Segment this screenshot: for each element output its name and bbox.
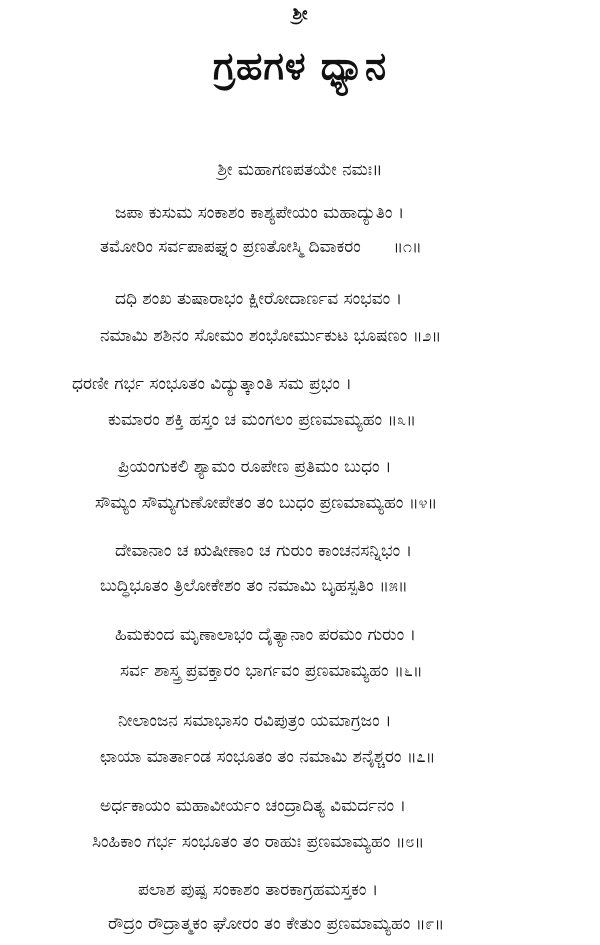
verse-3-number: ॥೩॥ xyxy=(387,410,416,429)
verse-1-line-1: ಜಪಾ ಕುಸುಮ ಸಂಕಾಶಂ ಕಾಶ್ಯಪೇಯಂ ಮಹಾದ್ಯುತಿಂ । xyxy=(115,203,405,223)
verse-7-number: ॥೭॥ xyxy=(406,747,436,766)
verse-4-text: ಸೌಮ್ಯಂ ಸೌಮ್ಯಗುಣೋಪೇತಂ ತಂ ಬುಧಂ ಪ್ರಣಮಾಮ್ಯಹಂ xyxy=(95,493,404,513)
verse-7-line-1: ನೀಲಾಂಜನ ಸಮಾಭಾಸಂ ರವಿಪುತ್ರಂ ಯಮಾಗ್ರಜಂ । xyxy=(118,711,392,731)
verse-1-number: ॥೧॥ xyxy=(393,237,422,256)
verse-1-line-2 xyxy=(100,236,422,258)
verse-6-number: ॥೬॥ xyxy=(394,661,423,680)
verse-3-text: ಕುಮಾರಂ ಶಕ್ತಿ ಹಸ್ತಂ ಚ ಮಂಗಲಂ ಪ್ರಣಮಾಮ್ಯಹಂ xyxy=(108,410,383,430)
verse-3-line-2 xyxy=(108,409,416,431)
verse-2-text: ನಮಾಮಿ ಶಶಿನಂ ಸೋಮಂ ಶಂಭೋರ್ಮುಕುಟ ಭೂಷಣಂ xyxy=(100,326,408,346)
verse-8-line-2 xyxy=(92,831,424,853)
verse-2-line-1: ದಧಿ ಶಂಖ ತುಷಾರಾಭಂ ಕ್ಷೀರೋದಾರ್ಣವ ಸಂಭವಂ । xyxy=(115,289,403,309)
verse-9-text: ರೌದ್ರಂ ರೌದ್ರಾತ್ಮಕಂ ಘೋರಂ ತಂ ಕೇತುಂ ಪ್ರಣಮಾಮ್ಯಹಂ xyxy=(108,914,411,934)
verse-6-text: ಸರ್ವ ಶಾಸ್ತ್ರ ಪ್ರವಕ್ತಾರಂ ಭಾರ್ಗವಂ ಪ್ರಣಮಾಮ್ಯಹಂ xyxy=(120,661,389,681)
verse-4-number: ॥೪॥ xyxy=(408,493,438,512)
verse-5-line-2 xyxy=(100,575,408,597)
verse-3-line-1: ಧರಣೀ ಗರ್ಭ ಸಂಭೂತಂ ವಿದ್ಯುತ್ಕಾಂತಿ ಸಮ ಪ್ರಭಂ । xyxy=(72,374,352,394)
verse-5-number: ॥೫॥ xyxy=(379,576,408,595)
verse-7-text: ಛಾಯಾ ಮಾರ್ತಾಂಡ ಸಂಭೂತಂ ತಂ ನಮಾಮಿ ಶನೈಶ್ಚರಂ xyxy=(100,747,402,767)
verse-6-line-1: ಹಿಮಕುಂದ ಮೃಣಾಲಾಭಂ ದೈತ್ಯಾನಾಂ ಪರಮಂ ಗುರುಂ । xyxy=(115,625,416,645)
verse-2-line-2 xyxy=(100,325,441,347)
invocation-line: ಶ್ರೀ ಮಹಾಗಣಪತಯೇ ನಮಃ॥ xyxy=(217,160,383,180)
verse-5-line-1: ದೇವಾನಾಂ ಚ ಋಷೀಣಾಂ ಚ ಗುರುಂ ಕಾಂಚನಸನ್ನಿಭಂ । xyxy=(115,541,413,561)
verse-9-line-1: ಪಲಾಶ ಪುಷ್ಪ ಸಂಕಾಶಂ ತಾರಕಾಗ್ರಹಮಸ್ತಕಂ । xyxy=(138,880,379,900)
verse-4-line-1: ಪ್ರಿಯಂಗುಕಲಿ ಶ್ಯಾಮಂ ರೂಪೇಣ ಪ್ರತಿಮಂ ಬುಧಂ । xyxy=(118,457,392,477)
verse-4-line-2 xyxy=(95,492,437,514)
page-title: ಗ್ರಹಗಳ ಧ್ಯಾನ xyxy=(212,44,388,88)
verse-5-text: ಬುದ್ಧಿಭೂತಂ ತ್ರಿಲೋಕೇಶಂ ತಂ ನಮಾಮಿ ಬೃಹಸ್ಪತಿಂ xyxy=(100,576,374,596)
verse-7-line-2 xyxy=(100,746,435,768)
verse-8-text: ಸಿಂಹಿಕಾಂ ಗರ್ಭ ಸಂಭೂತಂ ತಂ ರಾಹುಃ ಪ್ರಣಮಾಮ್ಯಹಂ xyxy=(92,832,391,852)
verse-6-line-2 xyxy=(120,660,422,682)
verse-9-number: ॥೯॥ xyxy=(415,914,445,933)
verse-8-line-1: ಅರ್ಧಕಾಯಂ ಮಹಾವೀರ್ಯಂ ಚಂದ್ರಾದಿತ್ಯ ವಿಮರ್ದನಂ । xyxy=(100,796,406,816)
verse-1-text: ತಮೋರಿಂ ಸರ್ವಪಾಪಘ್ನಂ ಪ್ರಣತೋಸ್ಮಿ ದಿವಾಕರಂ xyxy=(100,237,361,257)
verse-2-number: ॥೨॥ xyxy=(412,326,442,345)
sri-header: ಶ್ರೀ xyxy=(292,4,308,24)
verse-8-number: ॥೮॥ xyxy=(395,832,425,851)
verse-9-line-2 xyxy=(108,913,444,935)
